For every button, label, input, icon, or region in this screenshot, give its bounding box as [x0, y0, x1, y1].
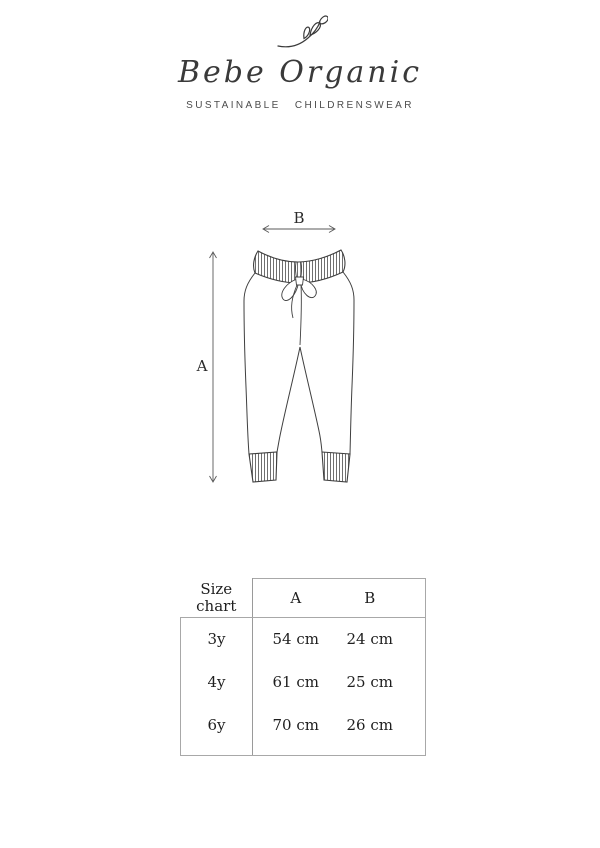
measurement-label-b: B: [293, 209, 305, 227]
pants-diagram: [185, 195, 415, 505]
measurement-a-cell: 61 cm: [272, 673, 319, 691]
column-b-header: B: [339, 579, 426, 618]
left-cuff: [249, 452, 277, 482]
size-cell: 3y: [181, 618, 253, 661]
brand-name: Bebe Organic: [177, 55, 423, 90]
column-a-header: A: [253, 579, 339, 618]
table-row: [181, 618, 426, 661]
table-header-row: [181, 579, 426, 618]
size-chart-table: [180, 578, 426, 756]
measurement-b-cell: 24 cm: [339, 618, 426, 661]
size-cell: 4y: [181, 661, 253, 704]
measurement-label-a: A: [196, 357, 208, 375]
measurement-arrow-a: [210, 252, 217, 482]
measurement-a-cell: 54 cm: [272, 630, 319, 649]
brand-tagline: SUSTAINABLE CHILDRENSWEAR: [186, 100, 414, 111]
size-cell: 6y: [181, 704, 253, 756]
measurement-b-cell: 25 cm: [339, 661, 426, 704]
right-cuff: [322, 452, 350, 482]
measurement-a-cell: 70 cm: [253, 704, 339, 756]
branch-icon: [276, 14, 328, 50]
table-row: [181, 661, 426, 704]
measurement-b-cell: 26 cm: [339, 704, 426, 756]
table-row: [181, 704, 426, 756]
pants-drawing: [244, 250, 354, 482]
size-chart-header-cell: Size chart: [181, 579, 253, 618]
